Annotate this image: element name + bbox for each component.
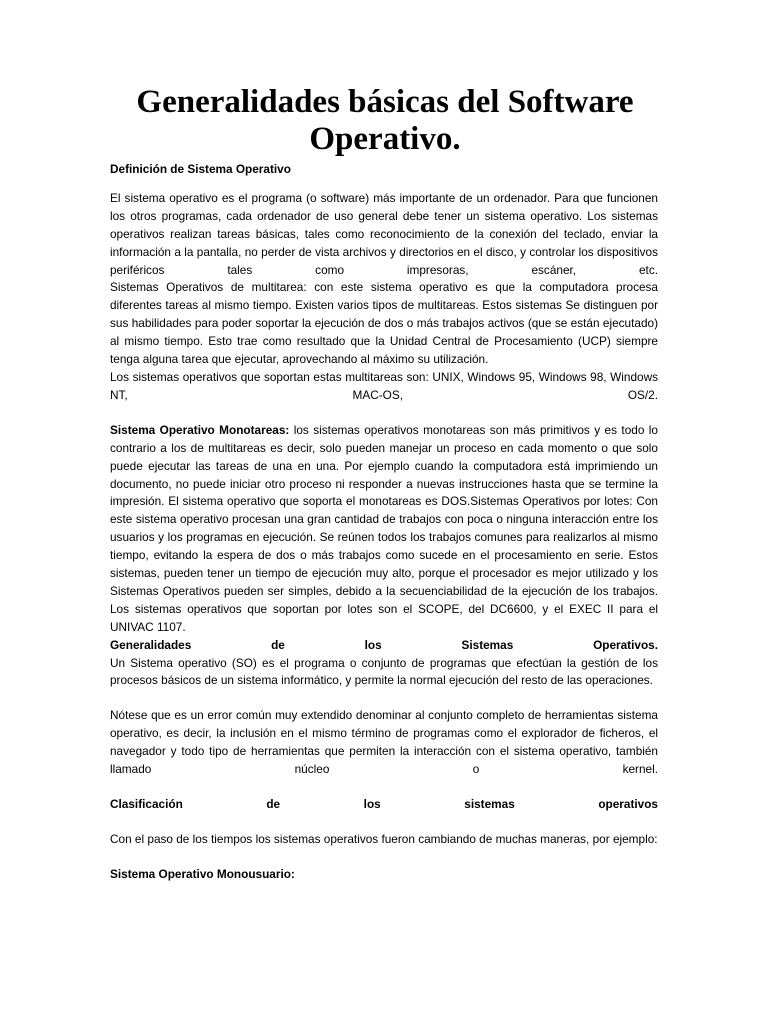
paragraph-multitarea-examples: Los sistemas operativos que soportan estas multitareas son: UNIX, Windows 95, Windows 98, Windows NT, MAC-OS, OS/2.: [110, 369, 658, 402]
paragraph-clasificacion: Con el paso de los tiempos los sistemas operativos fueron cambiando de muchas maneras, por ejemplo:: [110, 831, 658, 846]
paragraph-generalidades: Un Sistema operativo (SO) es el programa o conjunto de programas que efectúan la gestión de los procesos básicos de un sistema informático, y permite la normal ejecución del resto de las operaciones.: [110, 655, 658, 688]
document-body: [110, 161, 658, 884]
paragraph-multitarea: Sistemas Operativos de multitarea: con este sistema operativo es que la computadora procesa diferentes tareas al mismo tiempo. Existen varios tipos de multitareas. Estos sistemas Se distinguen por sus habilidades para poder soportar la ejecución de dos o más trabajos activos (que se están ejecutado) al mismo tiempo. Esto trae como resultado que la Unidad Central de Procesamiento (UCP) siempre tenga alguna tarea que ejecutar, aprovechando al máximo su utilización.: [110, 280, 658, 367]
paragraph-nota: Nótese que es un error común muy extendido denominar al conjunto completo de herramientas sistema operativo, es decir, la inclusión en el mismo término de programas como el explorador de ficheros, el navegador y todo tipo de herramientas que permiten la interacción con el sistema operativo, también llamado núcleo o kernel.: [110, 708, 658, 777]
paragraph-monotareas: [110, 422, 658, 637]
spacer: [110, 405, 658, 422]
spacer: [110, 814, 658, 831]
spacer: [110, 179, 658, 190]
paragraph-definicion: El sistema operativo es el programa (o software) más importante de un ordenador. Para que funcionen los otros programas, cada ordenador de uso general debe tener un sistema operativo. Los sistemas operativos realizan tareas básicas, tales como reconocimiento de la conexión del teclado, enviar la información a la pantalla, no perder de vista archivos y directorios en el disco, y controlar los dispositivos periféricos tales como impresoras, escáner, etc.: [110, 190, 658, 277]
heading-clasificacion: Clasificación de los sistemas operativos: [110, 797, 658, 811]
monotareas-label: Sistema Operativo Monotareas:: [110, 422, 290, 437]
monotareas-text: los sistemas operativos monotareas son más primitivos y es todo lo contrario a los de multitareas es decir, solo pueden manejar un proceso en cada momento o que solo puede ejecutar las tareas de una en una. Por ejemplo cuando la computadora está imprimiendo un documento, no puede iniciar otro proceso ni responder a nuevas instrucciones hasta que se termine la impresión. El sistema operativo que soporta el monotareas es DOS.Sistemas Operativos por lotes: Con este sistema operativo procesan una gran cantidad de trabajos con poca o ninguna interacción entre los usuarios y los programas en ejecución. Se reúnen todos los trabajos comunes para realizarlos al mismo tiempo, evitando la espera de dos o más trabajos como sucede en el procesamiento en serie. Estos sistemas, pueden tener un tiempo de ejecución muy alto, porque el procesador es mejor utilizado y los Sistemas Operativos pueden ser simples, debido a la secuenciabilidad de la ejecución de los trabajos. Los sistemas operativos que soportan por lotes son el SCOPE, del DC6600, y el EXEC II para el UNIVAC 1107.: [110, 422, 658, 634]
spacer: [110, 690, 658, 707]
spacer: [110, 849, 658, 866]
heading-definicion: Definición de Sistema Operativo: [110, 162, 291, 176]
document-title: Generalidades básicas del Software Operativo.: [136, 84, 634, 157]
spacer: [110, 779, 658, 796]
heading-monousuario: Sistema Operativo Monousuario:: [110, 866, 295, 881]
heading-generalidades: Generalidades de los Sistemas Operativos.: [110, 637, 658, 652]
